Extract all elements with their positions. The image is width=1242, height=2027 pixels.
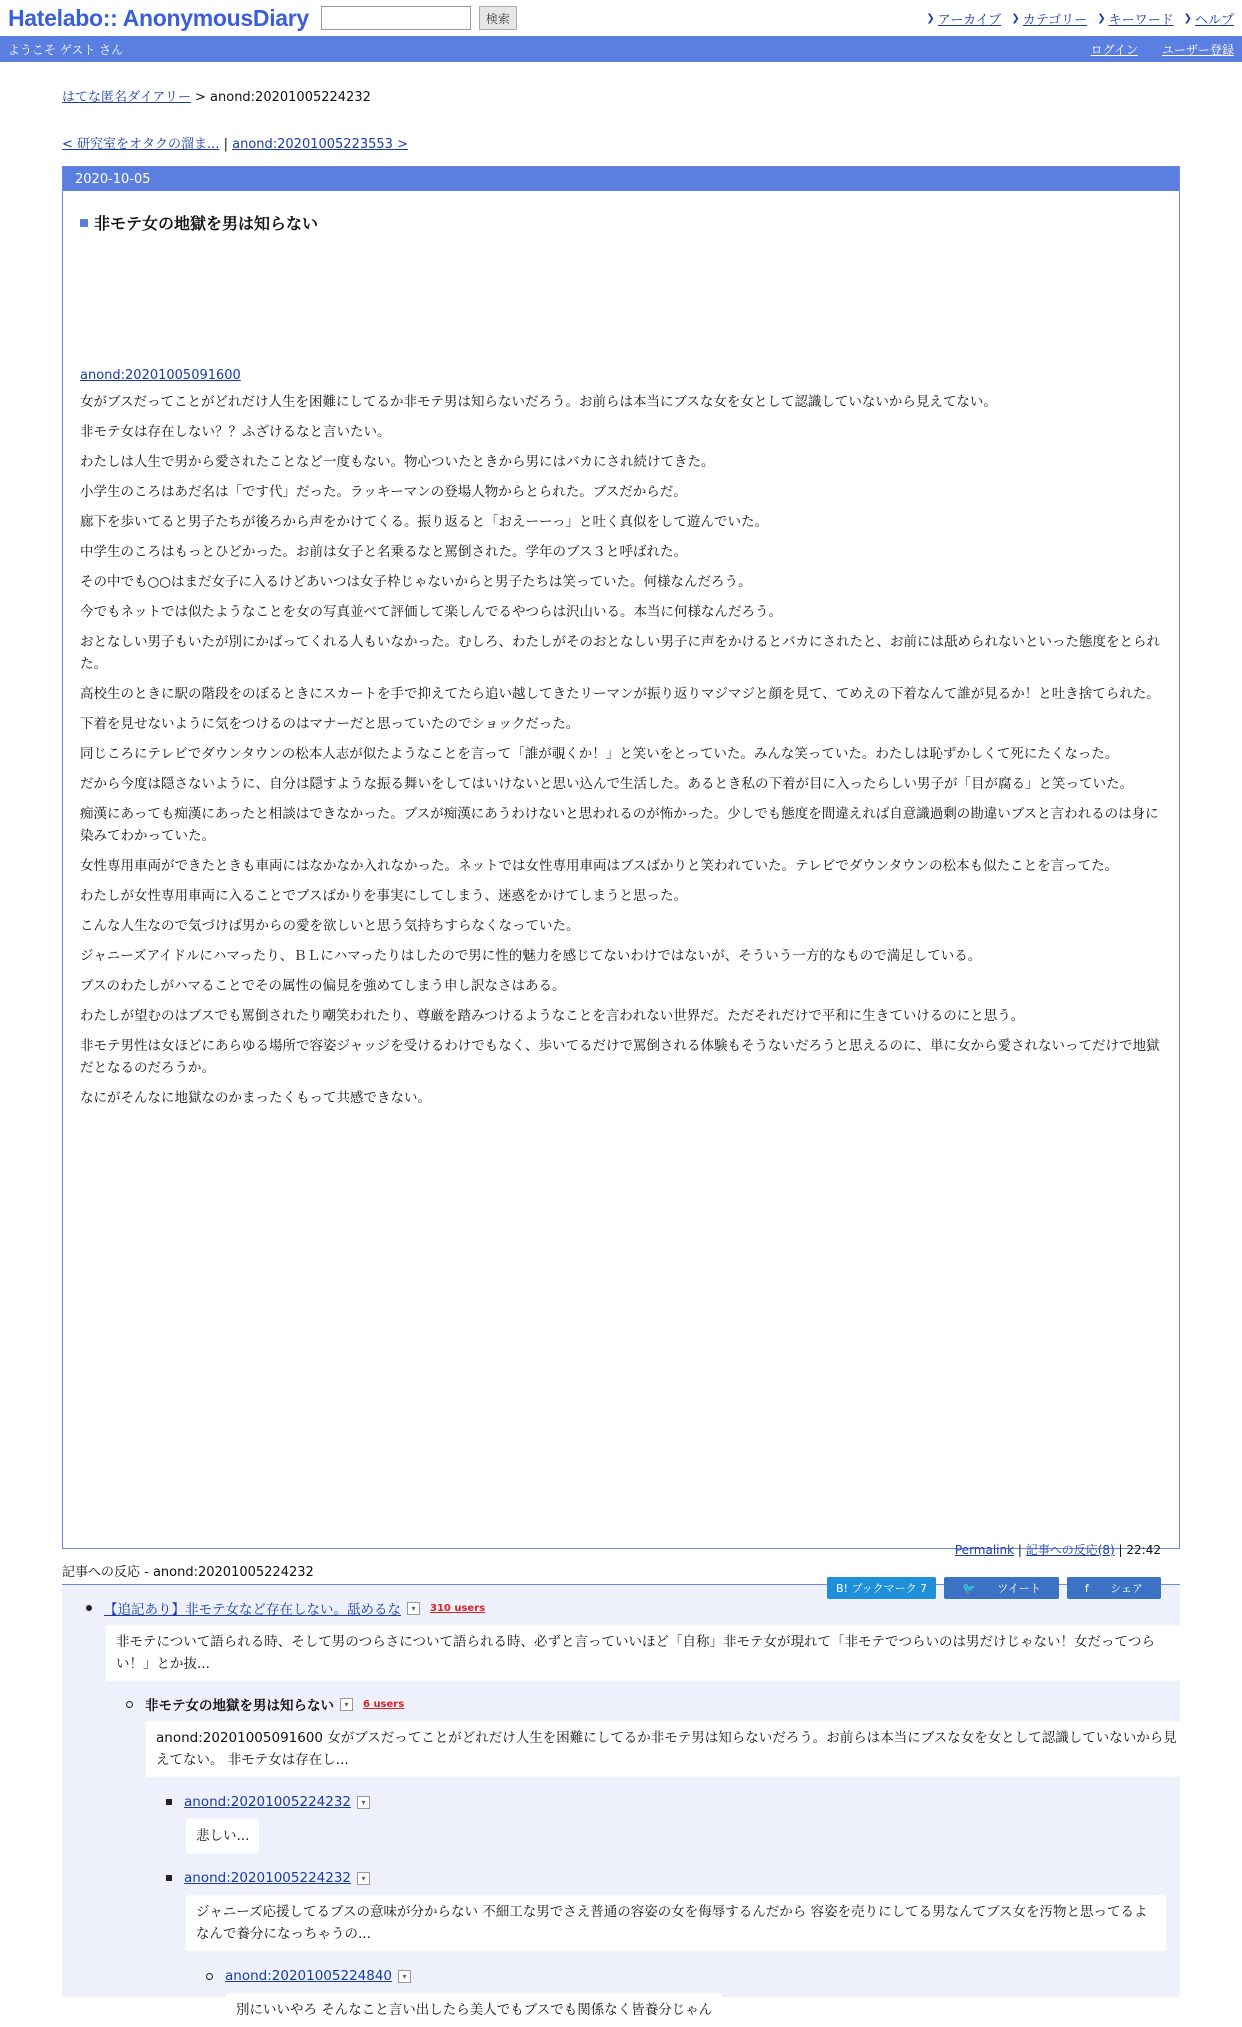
paragraph: 痴漢にあっても痴漢にあったと相談はできなかった。ブスが痴漢にあうわけないと思われるのが怖かった。少しでも態度を間違えれば自意識過剰の勘違いブスと言われるのは身に染みてわかっていた。 [80, 806, 1159, 844]
paragraph: 廊下を歩いてると男子たちが後ろから声をかけてくる。振り返ると「おえーーっ」と吐く真似をして遊んでいた。 [80, 514, 768, 530]
share-label: シェア [1101, 1579, 1152, 1598]
reaction-title-link[interactable]: anond:20201005224840 [225, 1968, 393, 1984]
reactions-link[interactable]: 記事への反応(8) [1025, 1543, 1115, 1557]
nav-archive[interactable] [926, 9, 1001, 28]
breadcrumb-current: anond:20201005224232 [210, 90, 371, 105]
reaction-excerpt: ジャニーズ応援してるブスの意味が分からない 不細工な男でさえ普通の容姿の女を侮辱するんだから 容姿を売りにしてる男なんてブス女を汚物と思ってるよ なんで養分になっちゃうの... [186, 1895, 1166, 1951]
hatena-bookmark-button[interactable]: B! ブックマーク 7 [827, 1577, 936, 1599]
nav-help-link[interactable]: ヘルプ [1194, 12, 1234, 28]
header [0, 0, 1242, 36]
reaction-excerpt: 悲しい... [186, 1819, 259, 1853]
paragraph: ジャニーズアイドルにハマったり、ＢＬにハマったりはしたので男に性的魅力を感じてないわけではないが、そういう一方的なもので満足している。 [80, 948, 982, 964]
square-bullet-icon[interactable] [80, 219, 88, 227]
welcome-bar [0, 36, 1242, 62]
entry-title-text: 非モテ女の地獄を男は知らない [94, 214, 319, 233]
reaction-item [166, 1791, 1180, 1853]
breadcrumb-home[interactable]: はてな匿名ダイアリー [62, 90, 191, 105]
reaction-excerpt: 非モテについて語られる時、そして男のつらさについて語られる時、必ずと言っていいほど「自称」非モテ女が現れて「非モテでつらいのは男だけじゃない！女だってつらい！」とか抜... [106, 1625, 1186, 1681]
circle-bullet-icon [126, 1701, 133, 1708]
entry-time: 22:42 [1126, 1543, 1161, 1557]
nav-archive-link[interactable]: アーカイブ [937, 12, 1002, 28]
login-link[interactable]: ログイン [1090, 42, 1138, 57]
twitter-bird-icon: 🐦 [953, 1579, 988, 1598]
reaction-title-link[interactable]: 【追記あり】非モテ女など存在しない。舐めるな [104, 1602, 401, 1618]
share-buttons [827, 1577, 1161, 1599]
paragraph: だから今度は隠さないように、自分は隠すような振る舞いをしてはいけないと思い込んで生活した。あるとき私の下着が目に入ったらしい男子が「目が腐る」と笑っていた。 [80, 776, 1133, 792]
facebook-icon: f [1076, 1579, 1101, 1598]
top-nav [926, 9, 1234, 28]
prev-entry-link[interactable]: < 研究室をオタクの溜ま... [62, 137, 220, 152]
square-bullet-icon [166, 1875, 172, 1881]
reaction-item [166, 1867, 1180, 1951]
paragraph: なにがそんなに地獄なのかまったくもって共感できない。 [80, 1090, 431, 1106]
dropdown-toggle-icon[interactable]: ▾ [340, 1698, 353, 1711]
pager [62, 133, 1180, 152]
bookmark-users-badge[interactable]: 6 users [363, 1698, 405, 1710]
disc-bullet-icon [86, 1605, 92, 1611]
paragraph: 下着を見せないように気をつけるのはマナーだと思っていたのでショックだった。 [80, 716, 580, 732]
paragraph: 非モテ女は存在しない？？ふざけるなと言いたい。 [80, 424, 391, 440]
reactions-heading: 記事への反応 - anond:20201005224232 [62, 1561, 1180, 1585]
paragraph: ブスのわたしがハマることでその属性の偏見を強めてしまう申し訳なさはある。 [80, 978, 566, 994]
paragraph: 女がブスだってことがどれだけ人生を困難にしてるか非モテ男は知らないだろう。お前らは本当にブスな女を女として認識していないから見えてない。 [80, 394, 997, 410]
square-bullet-icon [166, 1799, 172, 1805]
dropdown-toggle-icon[interactable]: ▾ [407, 1602, 420, 1615]
next-entry-link[interactable]: anond:20201005223553 > [232, 137, 408, 152]
reaction-item [86, 1597, 1180, 1681]
paragraph: 非モテ男性は女ほどにあらゆる場所で容姿ジャッジを受けるわけでもなく、歩いてるだけで罵倒される体験もそうないだろうと思えるのに、単に女から愛されないってだけで地獄だとなるのだろうか。 [80, 1038, 1160, 1076]
dropdown-toggle-icon[interactable]: ▾ [357, 1872, 370, 1885]
nav-help[interactable] [1184, 9, 1234, 28]
reaction-excerpt: anond:20201005091600 女がブスだってことがどれだけ人生を困難にしてるか非モテ男は知らないだろう。お前らは本当にブスな女を女として認識していないから見えてない。 非モテ女は存在し... [146, 1721, 1188, 1777]
entry-date: 2020-10-05 [63, 167, 1179, 191]
reaction-title-current: 非モテ女の地獄を男は知らない [145, 1698, 334, 1714]
nav-category-link[interactable]: カテゴリー [1022, 12, 1088, 28]
chevron-right-icon: ❯ [926, 12, 935, 24]
breadcrumb-separator: > [194, 90, 206, 105]
welcome-text: ようこそ ゲスト さん [8, 42, 124, 57]
paragraph: その中でも○○はまだ女子に入るけどあいつは女子枠じゃないからと男子たちは笑っていた。何様なんだろう。 [80, 574, 752, 590]
facebook-share-button[interactable] [1067, 1577, 1161, 1599]
site-logo[interactable]: Hatelabo:: AnonymousDiary [8, 4, 309, 31]
entry-text [80, 391, 1161, 1109]
chevron-right-icon: ❯ [1183, 12, 1192, 24]
search-form [321, 6, 517, 30]
reaction-title-link[interactable]: anond:20201005224232 [184, 1794, 352, 1810]
paragraph: 小学生のころはあだ名は「です代」だった。ラッキーマンの登場人物からとられた。ブスだからだ。 [80, 484, 687, 500]
nav-keyword-link[interactable]: キーワード [1108, 12, 1174, 28]
dropdown-toggle-icon[interactable]: ▾ [357, 1796, 370, 1809]
paragraph: おとなしい男子もいたが別にかばってくれる人もいなかった。むしろ、わたしがそのおとなしい男子に声をかけるとバカにされたと、お前には舐められないといった態度をとられた。 [80, 634, 1160, 672]
reaction-item [206, 1965, 1180, 2027]
reaction-title-link[interactable]: anond:20201005224232 [184, 1870, 352, 1886]
chevron-right-icon: ❯ [1011, 12, 1020, 24]
chevron-right-icon: ❯ [1097, 12, 1106, 24]
reaction-item [126, 1693, 1180, 1777]
entry-footer: Permalink | 記事への反応(8) | 22:42 [954, 1543, 1161, 1557]
paragraph: こんな人生なので気づけば男からの愛を欲しいと思う気持ちすらなくなっていた。 [80, 918, 580, 934]
reaction-excerpt: 別にいいやろ そんなこと言い出したら美人でもブスでも関係なく皆養分じゃん [226, 1993, 722, 2027]
paragraph: 今でもネットでは似たようなことを女の写真並べて評価して楽しんでるやつらは沢山いる。本当に何様なんだろう。 [80, 604, 782, 620]
entry-title [80, 211, 1161, 234]
nav-category[interactable] [1011, 9, 1087, 28]
paragraph: わたしは人生で男から愛されたことなど一度もない。物心ついたときから男にはバカにされ続けてきた。 [80, 454, 715, 470]
quoted-entry-link[interactable]: anond:20201005091600 [80, 368, 241, 383]
circle-bullet-icon [206, 1973, 213, 1980]
permalink[interactable]: Permalink [954, 1543, 1015, 1557]
reactions-tree [62, 1585, 1180, 2018]
bookmark-users-badge[interactable]: 310 users [430, 1602, 486, 1614]
tweet-label: ツイート [988, 1579, 1049, 1598]
search-input[interactable] [321, 6, 471, 30]
paragraph: 女性専用車両ができたときも車両にはなかなか入れなかった。ネットでは女性専用車両はブスばかりと笑われていた。テレビでダウンタウンの松本も似たことを言ってた。 [80, 858, 1119, 874]
register-link[interactable]: ユーザー登録 [1161, 42, 1234, 57]
pager-separator: | [223, 137, 228, 152]
search-button[interactable]: 検索 [479, 6, 517, 30]
dropdown-toggle-icon[interactable]: ▾ [398, 1970, 411, 1983]
paragraph: 高校生のときに駅の階段をのぼるときにスカートを手で抑えてたら追い越してきたリーマンが振り返りマジマジと顔を見て、てめえの下着なんて誰が見るか！と吐き捨てられた。 [80, 686, 1160, 702]
paragraph: わたしが女性専用車両に入ることでブスばかりを事実にしてしまう、迷惑をかけてしまうと思った。 [80, 888, 687, 904]
paragraph: 同じころにテレビでダウンタウンの松本人志が似たようなことを言って「誰が覗くか！」と笑いをとっていた。みんな笑っていた。わたしは恥ずかしくて死にたくなった。 [80, 746, 1119, 762]
main-content [62, 86, 1180, 2018]
tweet-button[interactable] [944, 1577, 1059, 1599]
nav-keyword[interactable] [1097, 9, 1173, 28]
breadcrumb [62, 86, 1180, 105]
paragraph: 中学生のころはもっとひどかった。お前は女子と名乗るなと罵倒された。学年のブス３と呼ばれた。 [80, 544, 687, 560]
paragraph: わたしが望むのはブスでも罵倒されたり嘲笑われたり、尊厳を踏みつけるようなことを言われない世界だ。ただそれだけで平和に生きていけるのにと思う。 [80, 1008, 1025, 1024]
